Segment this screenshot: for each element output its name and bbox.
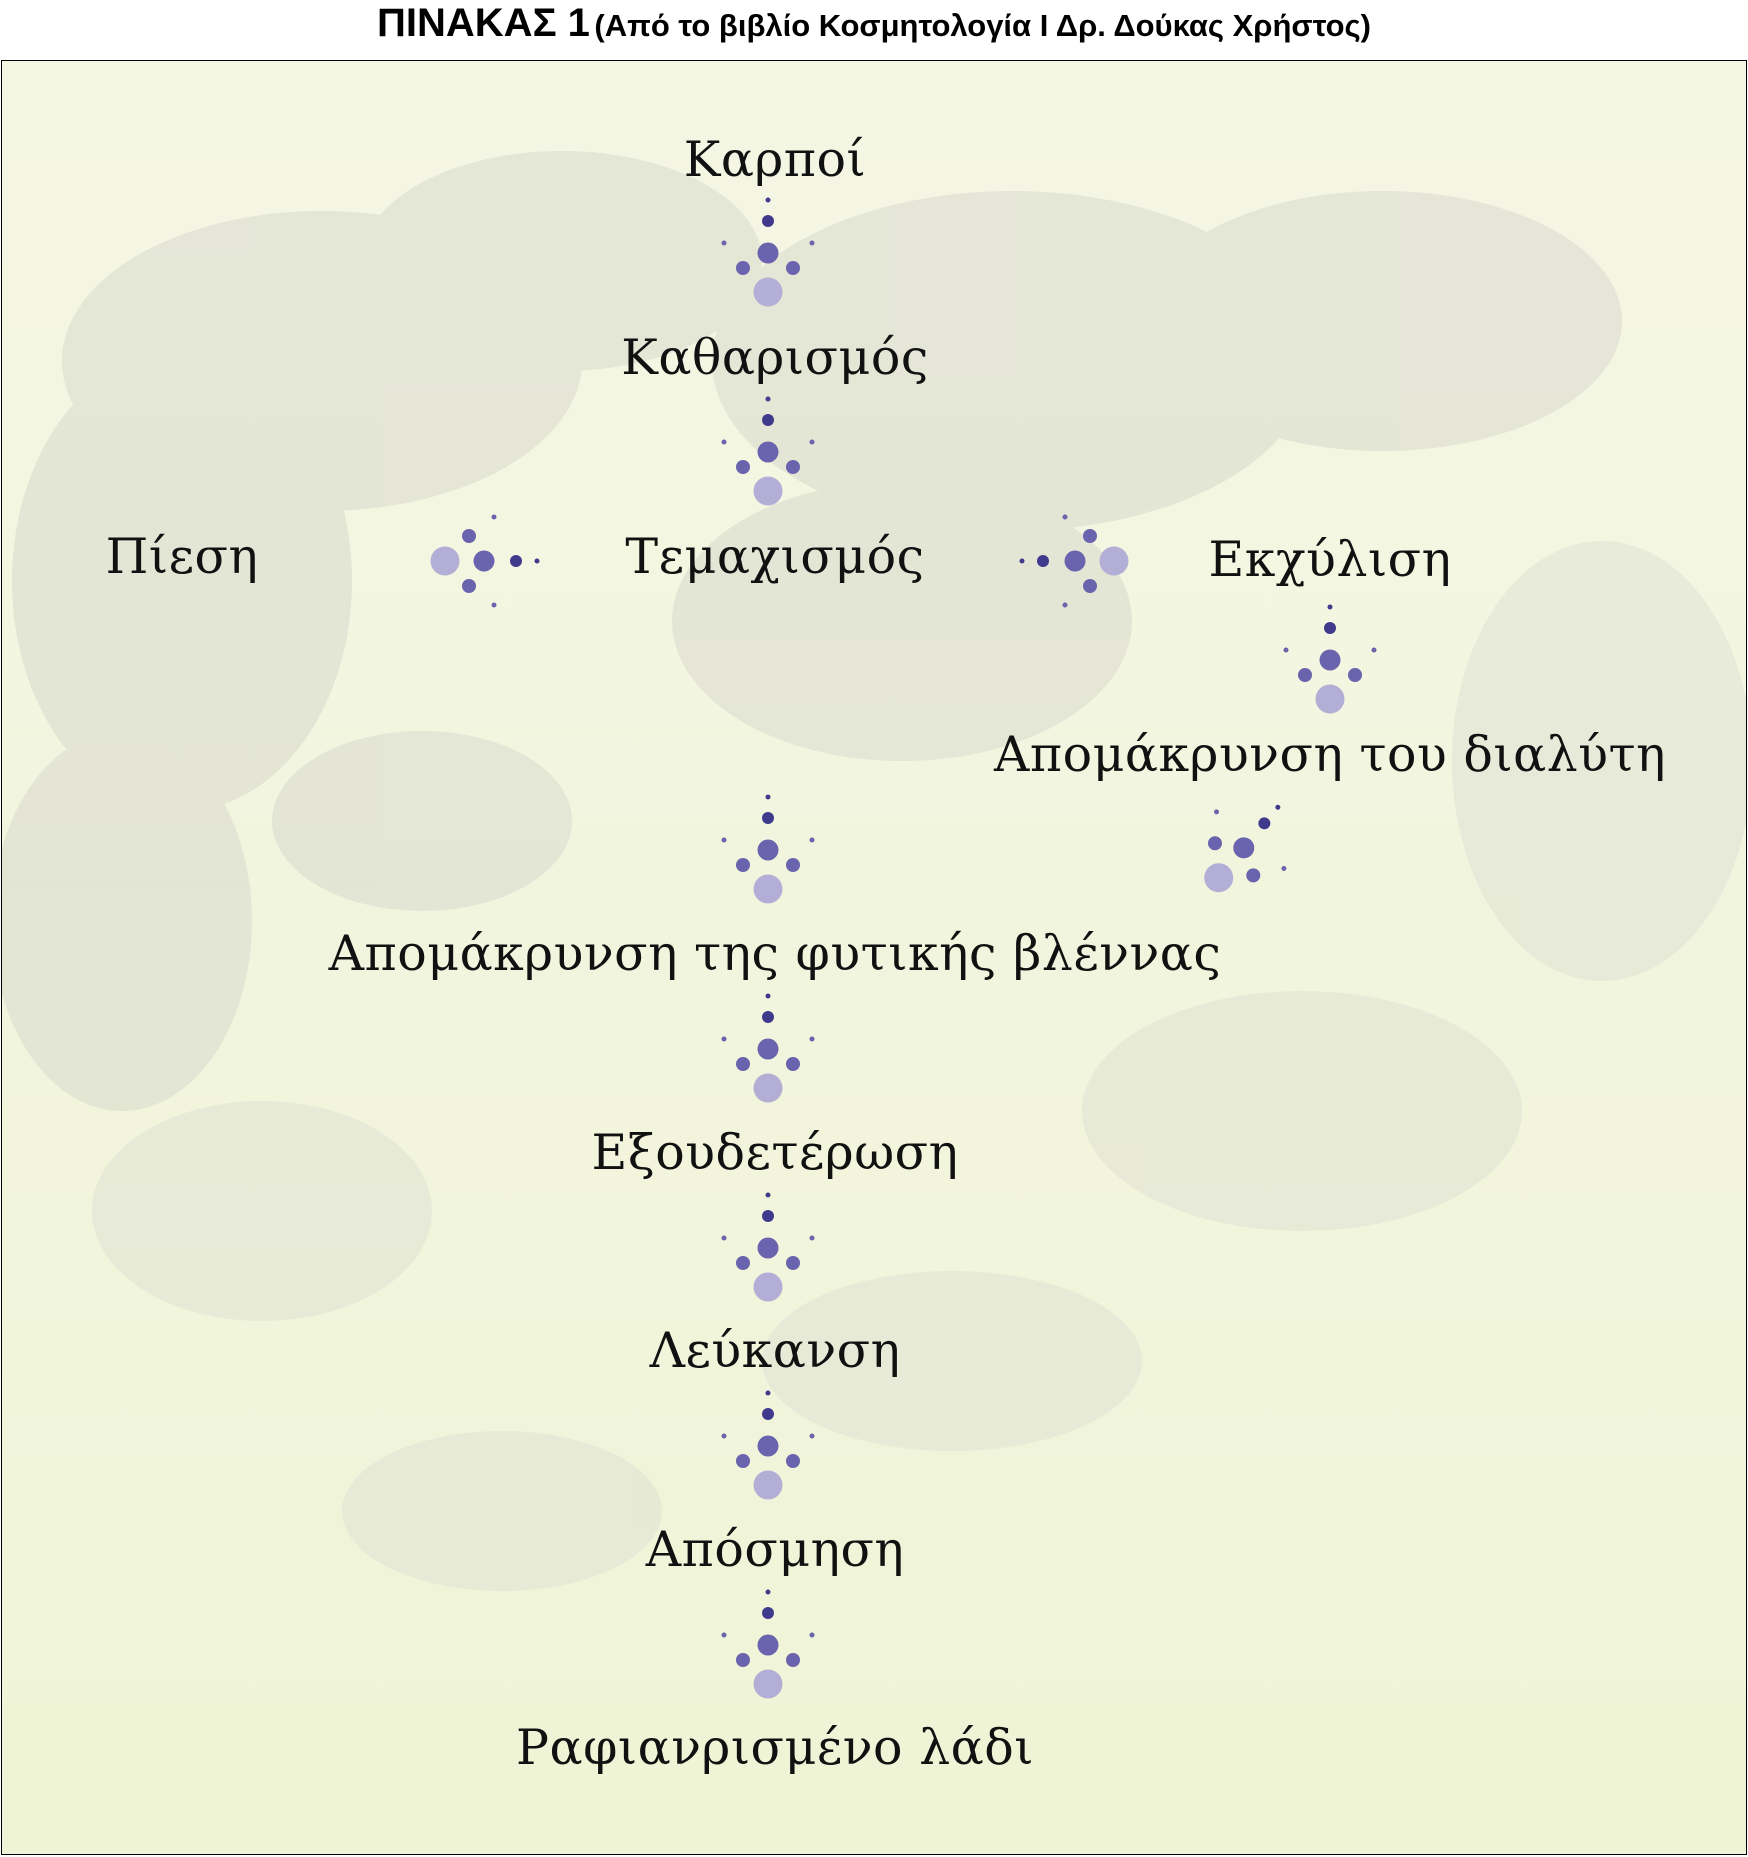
step-chopping: Τεμαχισμός — [625, 528, 925, 585]
arrow-cleaning-to-chopping — [722, 397, 815, 506]
figure-subtitle: (Από το βιβλίο Κοσμητολογία Ι Δρ. Δούκας Χρήστος) — [594, 8, 1371, 43]
step-deodorization: Απόσμηση — [645, 1521, 905, 1578]
step-neutralization: Εξουδετέρωση — [591, 1124, 959, 1181]
step-fruits: Καρποί — [683, 131, 867, 188]
diagram-panel — [1, 60, 1747, 1855]
step-extraction: Εκχύλιση — [1208, 531, 1452, 588]
figure-title-main: ΠΙΝΑΚΑΣ 1 — [377, 1, 590, 45]
arrow-extraction-to-solvent-removal — [1284, 605, 1377, 714]
step-mucilage-removal: Απομάκρυνση της φυτικής βλέννας — [328, 925, 1222, 982]
arrow-chopping-to-pressing — [431, 515, 540, 608]
figure-title — [0, 0, 1748, 60]
step-refined-oil: Ραφιανρισμένο λάδι — [516, 1719, 1034, 1776]
arrow-chopping-to-mucilage-removal — [722, 795, 815, 904]
step-solvent-removal: Απομάκρυνση του διαλύτη — [994, 726, 1666, 783]
arrow-chopping-to-extraction — [1020, 515, 1129, 608]
arrow-solvent-removal-to-mucilage-removal — [1174, 775, 1315, 918]
arrow-deodorization-to-refined-oil — [722, 1590, 815, 1699]
arrow-neutralization-to-bleaching — [722, 1193, 815, 1302]
step-bleaching: Λεύκανση — [649, 1322, 901, 1379]
arrow-bleaching-to-deodorization — [722, 1391, 815, 1500]
flow-arrows — [2, 61, 1746, 1854]
arrow-mucilage-removal-to-neutralization — [722, 994, 815, 1103]
arrow-fruits-to-cleaning — [722, 198, 815, 307]
step-cleaning: Καθαρισμός — [621, 329, 929, 386]
step-pressing: Πίεση — [105, 528, 259, 585]
